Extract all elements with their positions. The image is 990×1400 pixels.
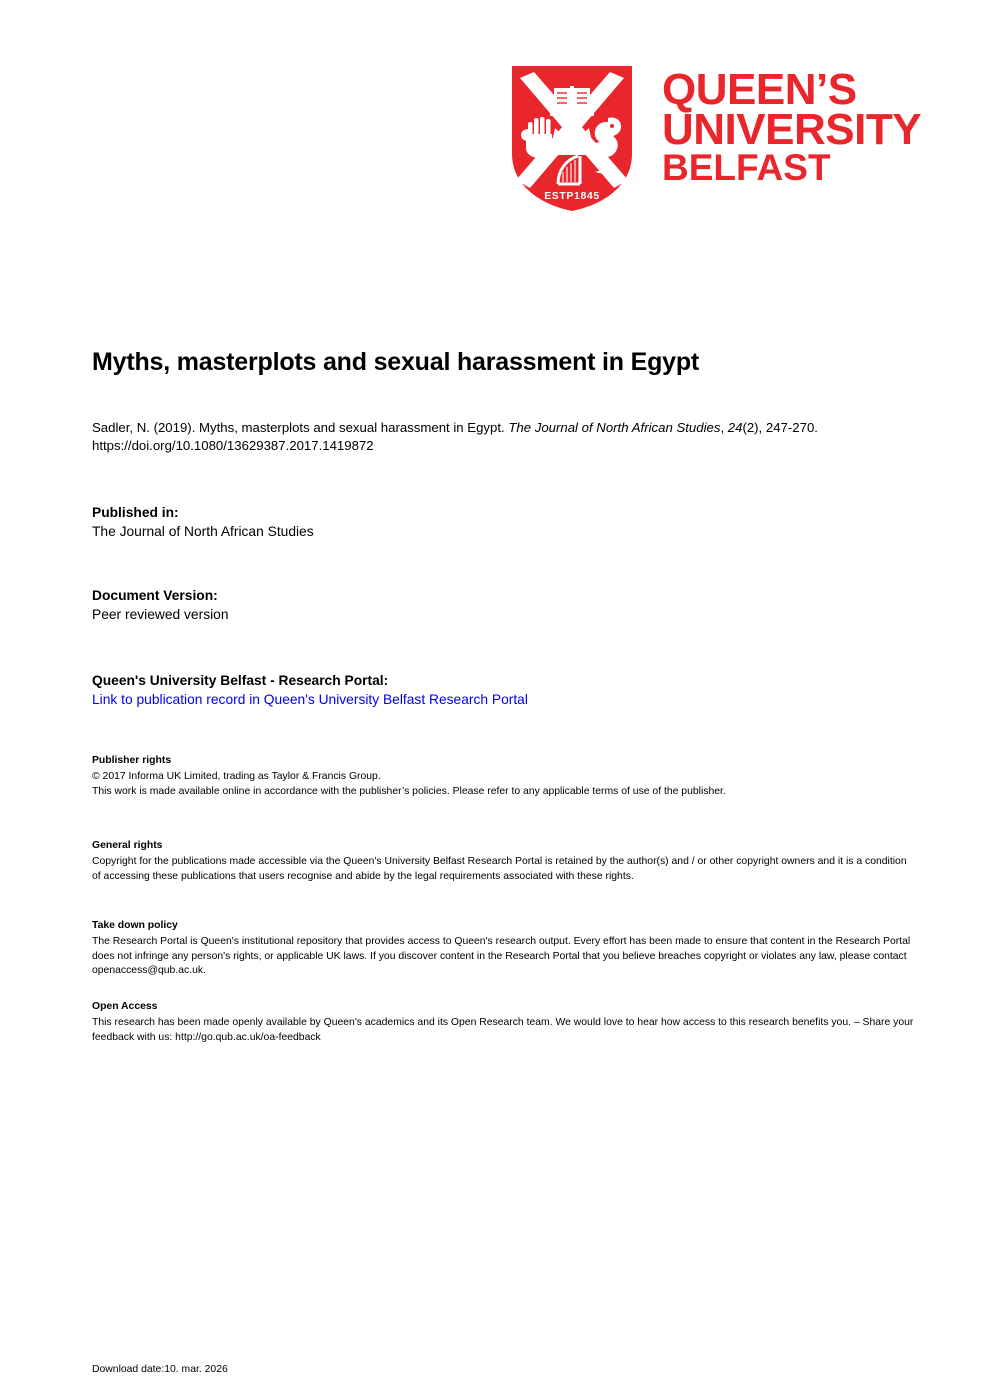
open-access-heading: Open Access: [92, 1001, 158, 1012]
general-rights-body: Copyright for the publications made accessible via the Queen's University Belfast Research Portal is retained by the author(s) and / or other copyright owners and it is a condition of accessing these publications that users recognise and abide by the legal requirements associated with these rights.: [92, 855, 907, 882]
take-down-policy-heading: Take down policy: [92, 920, 178, 931]
citation-separator: ,: [720, 420, 728, 435]
general-rights-heading: General rights: [92, 840, 163, 851]
document-version-heading: Document Version:: [92, 588, 218, 603]
download-date-footer: Download date:10. mar. 2026: [92, 1364, 228, 1375]
wordmark-line-belfast: BELFAST: [662, 146, 831, 188]
publisher-rights-line1: © 2017 Informa UK Limited, trading as Taylor & Francis Group.: [92, 770, 381, 782]
take-down-policy-body: The Research Portal is Queen's institutional repository that provides access to Queen's research output. Every effort has been made to ensure that content in the Research Portal does not infringe any person's rights, or applicable UK laws. If you discover content in the Research Portal that you believe breaches copyright or violates any law, please contact openaccess@qub.ac.uk.: [92, 935, 911, 977]
research-portal-link[interactable]: Link to publication record in Queen's University Belfast Research Portal: [92, 692, 528, 708]
citation-journal: The Journal of North African Studies: [508, 420, 721, 435]
open-access-section: [92, 1000, 914, 1045]
wordmark-line-university: UNIVERSITY: [662, 105, 922, 155]
qub-wordmark: [662, 62, 922, 188]
document-version-section: [92, 586, 229, 624]
published-in-section: [92, 503, 314, 541]
qub-logo: [508, 62, 921, 214]
publisher-rights-section: [92, 754, 914, 799]
qub-shield-icon: [508, 62, 636, 214]
shield-motto-text: ESTP1845: [544, 190, 600, 202]
citation-suffix: (2), 247-270. https://doi.org/10.1080/13629387.2017.1419872: [92, 420, 818, 453]
published-in-heading: Published in:: [92, 505, 179, 520]
page-title: Myths, masterplots and sexual harassment in Egypt: [92, 347, 700, 376]
citation-prefix: Sadler, N. (2019). Myths, masterplots and sexual harassment in Egypt.: [92, 420, 509, 435]
research-portal-heading: Queen's University Belfast - Research Portal:: [92, 673, 389, 688]
open-access-body: This research has been made openly available by Queen's academics and its Open Research team. We would love to hear how access to this research benefits you. – Share your feedback with us: http://go.qub.ac.uk/oa-feedback: [92, 1016, 914, 1043]
citation-block: [92, 419, 882, 455]
general-rights-section: [92, 839, 914, 884]
document-version-value: Peer reviewed version: [92, 607, 229, 623]
research-portal-section: [92, 671, 528, 709]
published-in-value: The Journal of North African Studies: [92, 524, 314, 540]
wordmark-line-queens: QUEEN’S: [662, 65, 857, 114]
publisher-rights-line2: This work is made available online in accordance with the publisher’s policies. Please refer to any applicable terms of use of the publisher.: [92, 785, 726, 797]
publisher-rights-heading: Publisher rights: [92, 755, 172, 766]
take-down-policy-section: [92, 919, 914, 979]
citation-volume: 24: [727, 420, 743, 435]
